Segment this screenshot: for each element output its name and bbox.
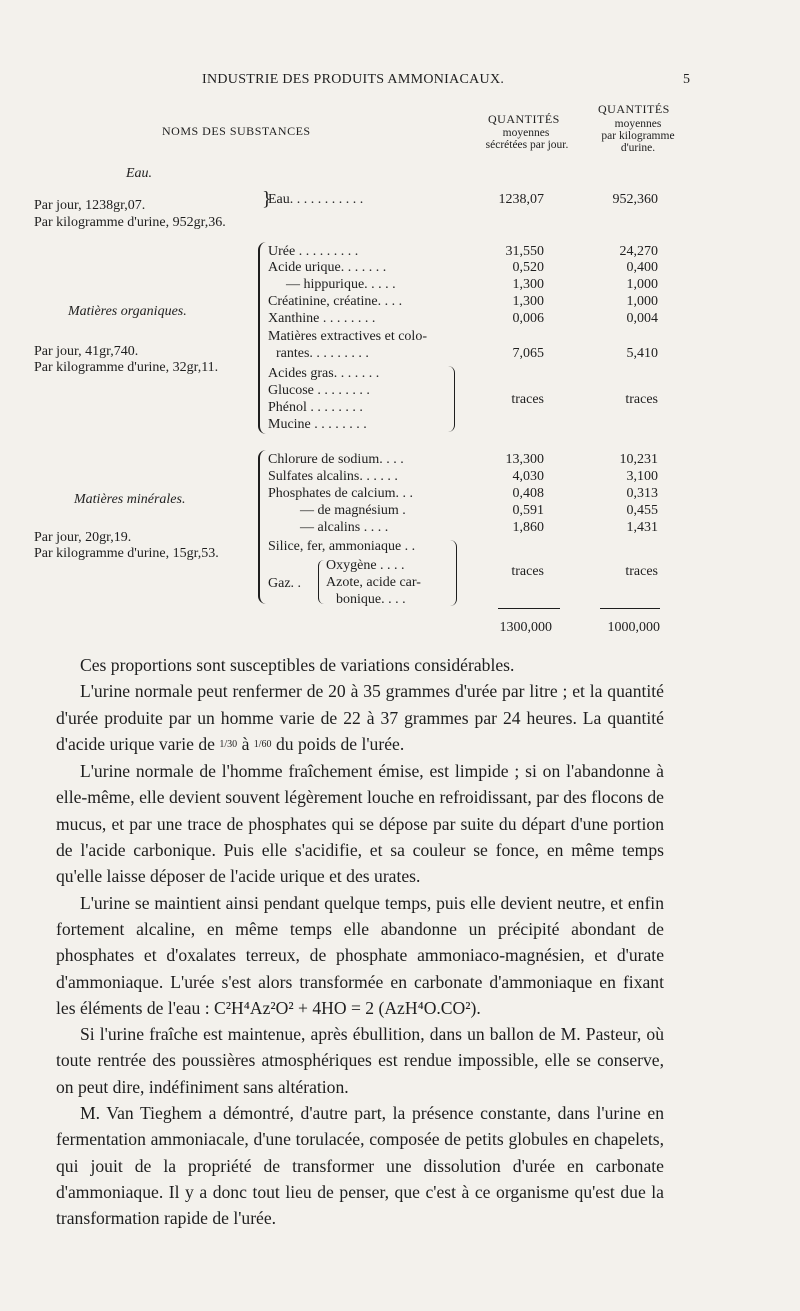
running-title: INDUSTRIE DES PRODUITS AMMONIACAUX. bbox=[202, 72, 505, 87]
page-number: 5 bbox=[683, 72, 690, 87]
row-q1: 0,006 bbox=[512, 311, 544, 326]
group-eau-name: Eau. bbox=[126, 166, 153, 181]
row-q2: 0,313 bbox=[626, 486, 658, 501]
total-q1: 1300,000 bbox=[499, 620, 552, 635]
brace-organiques bbox=[258, 242, 268, 434]
group-minerales-note-day: Par jour, 20gr,19. bbox=[34, 530, 132, 545]
paragraph-text: L'urine normale peut renfermer de 20 à 35 grammes d'urée par litre ; et la quantité d'urée produite par un homme varie de 22 à 37 grammes par 24 heures. La quantité d'acide urique varie de bbox=[56, 681, 664, 754]
col-sub-q1-a: moyennes bbox=[502, 127, 550, 139]
row-label: Silice, fer, ammoniaque . . bbox=[268, 539, 416, 554]
row-label: rantes. . . . . . . . . bbox=[276, 346, 369, 361]
paragraph bbox=[56, 678, 664, 758]
row-label: Urée . . . . . . . . . bbox=[268, 244, 359, 259]
row-label: Mucine . . . . . . . . bbox=[268, 417, 367, 432]
brace-traces-organiques bbox=[448, 366, 455, 432]
gaz-row: bonique. . . . bbox=[336, 592, 406, 607]
row-q2: 1,000 bbox=[626, 294, 658, 309]
row-q2: 0,400 bbox=[626, 260, 658, 275]
total-rule-q1 bbox=[498, 608, 560, 609]
group-minerales-note-kg: Par kilogramme d'urine, 15gr,53. bbox=[34, 546, 219, 561]
group-eau-note-day: Par jour, 1238gr,07. bbox=[34, 198, 146, 213]
row-label: Phénol . . . . . . . . bbox=[268, 400, 363, 415]
paragraph: Ces proportions sont susceptibles de variations considérables. bbox=[80, 655, 515, 675]
composition-table bbox=[0, 0, 800, 650]
paragraph-text: à bbox=[237, 733, 254, 754]
fraction-1-60: 1/60 bbox=[253, 738, 272, 750]
traces-q2: traces bbox=[625, 564, 658, 579]
group-organiques-note-day: Par jour, 41gr,740. bbox=[34, 344, 139, 359]
row-q1: 1,860 bbox=[512, 520, 544, 535]
row-label: — alcalins . . . . bbox=[300, 520, 389, 535]
total-q2: 1000,000 bbox=[607, 620, 660, 635]
total-rule-q2 bbox=[600, 608, 660, 609]
row-label: Acides gras. . . . . . . bbox=[268, 366, 380, 381]
row-q2: 5,410 bbox=[626, 346, 658, 361]
group-eau-note-kg: Par kilogramme d'urine, 952gr,36. bbox=[34, 215, 226, 230]
row-q2: 0,455 bbox=[626, 503, 658, 518]
row-q2: 952,360 bbox=[612, 192, 658, 207]
group-minerales-name: Matières minérales. bbox=[74, 492, 186, 507]
group-organiques-name: Matières organiques. bbox=[68, 304, 187, 319]
row-q1: 0,408 bbox=[512, 486, 544, 501]
brace-gaz bbox=[318, 560, 324, 604]
row-label: Acide urique. . . . . . . bbox=[268, 260, 387, 275]
row-q1: 1238,07 bbox=[498, 192, 544, 207]
row-q1: 0,520 bbox=[512, 260, 544, 275]
row-q1: 13,300 bbox=[505, 452, 544, 467]
fraction-1-30: 1/30 bbox=[219, 738, 238, 750]
row-label: — hippurique. . . . . bbox=[286, 277, 396, 292]
row-label: — de magnésium . bbox=[300, 503, 406, 518]
gaz-row: Azote, acide car- bbox=[326, 575, 421, 590]
row-q1: 4,030 bbox=[512, 469, 544, 484]
row-q1: 1,300 bbox=[512, 294, 544, 309]
col-sub-q2-a: moyennes bbox=[614, 118, 662, 130]
gaz-label: Gaz. . bbox=[268, 576, 302, 591]
row-q2: 1,000 bbox=[626, 277, 658, 292]
traces-q1: traces bbox=[511, 392, 544, 407]
paragraph: L'urine normale de l'homme fraîchement émise, est limpide ; si on l'abandonne à elle-même, elle devient souvent légèrement louche en refroidissant, par des flocons de mucus, et par une trace de phosphates qui se dépose par suite du départ d'une portion de l'acide carbonique. Puis elle s'acidifie, et sa couleur se fonce, en même temps qu'elle laisse déposer de l'acide urique et des urates. bbox=[56, 761, 664, 887]
row-q2: 1,431 bbox=[626, 520, 658, 535]
row-q1: 1,300 bbox=[512, 277, 544, 292]
paragraph: Si l'urine fraîche est maintenue, après ébullition, dans un ballon de M. Pasteur, où toute rentrée des poussières atmosphériques est rendue impossible, elle se conserve, on peut dire, indéfiniment sans altération. bbox=[56, 1024, 664, 1097]
brace-eau: } bbox=[262, 188, 272, 210]
col-header-names: NOMS DES SUBSTANCES bbox=[162, 124, 311, 138]
col-header-q2: QUANTITÉS bbox=[598, 102, 670, 116]
row-q2: 24,270 bbox=[619, 244, 658, 259]
paragraph: L'urine se maintient ainsi pendant quelque temps, puis elle devient neutre, et enfin fortement alcaline, en même temps elle abandonne un précipité abondant de phosphates et d'oxalates terreux, de phosphate ammoniaco-magnésien, et d'urate d'ammoniaque. L'urée s'est alors transformée en carbonate d'ammoniaque en fixant les éléments de l'eau : C²H⁴Az²O² + 4HO = 2 (AzH⁴O.CO²). bbox=[56, 892, 664, 1018]
traces-q1: traces bbox=[511, 564, 544, 579]
row-q2: 3,100 bbox=[626, 469, 658, 484]
row-label: Sulfates alcalins. . . . . . bbox=[268, 469, 398, 484]
row-q2: 10,231 bbox=[619, 452, 658, 467]
row-label: Xanthine . . . . . . . . bbox=[268, 311, 376, 326]
row-label: Glucose . . . . . . . . bbox=[268, 383, 370, 398]
row-label: Créatinine, créatine. . . . bbox=[268, 294, 403, 309]
row-q2: 0,004 bbox=[626, 311, 658, 326]
row-label: Eau. . . . . . . . . . . bbox=[268, 192, 364, 207]
col-sub-q2-b: par kilogramme bbox=[601, 130, 675, 142]
row-label: Chlorure de sodium. . . . bbox=[268, 452, 404, 467]
brace-minerales bbox=[258, 450, 268, 604]
row-label: Phosphates de calcium. . . bbox=[268, 486, 414, 501]
col-header-q1: QUANTITÉS bbox=[488, 112, 560, 126]
paragraph-text: du poids de l'urée. bbox=[271, 733, 405, 754]
row-q1: 31,550 bbox=[505, 244, 544, 259]
group-organiques-note-kg: Par kilogramme d'urine, 32gr,11. bbox=[34, 360, 219, 375]
row-q1: 7,065 bbox=[512, 346, 544, 361]
col-sub-q1-b: sécrétées par jour. bbox=[485, 139, 569, 151]
paragraph: M. Van Tieghem a démontré, d'autre part, la présence constante, dans l'urine en fermentation ammoniacale, d'une torulacée, composée de petits globules en chapelets, qui jouit de la propriété de transformer une dissolution d'urée en carbonate d'ammoniaque. Il y a donc tout lieu de penser, que c'est à ce organisme qu'est due la transformation rapide de l'urée. bbox=[56, 1103, 664, 1229]
gaz-row: Oxygène . . . . bbox=[326, 558, 405, 573]
brace-traces-minerales bbox=[450, 540, 457, 606]
col-sub-q2-c: d'urine. bbox=[620, 142, 656, 154]
row-q1: 0,591 bbox=[512, 503, 544, 518]
traces-q2: traces bbox=[625, 392, 658, 407]
body-text bbox=[56, 652, 664, 1232]
row-label: Matières extractives et colo- bbox=[268, 329, 427, 344]
